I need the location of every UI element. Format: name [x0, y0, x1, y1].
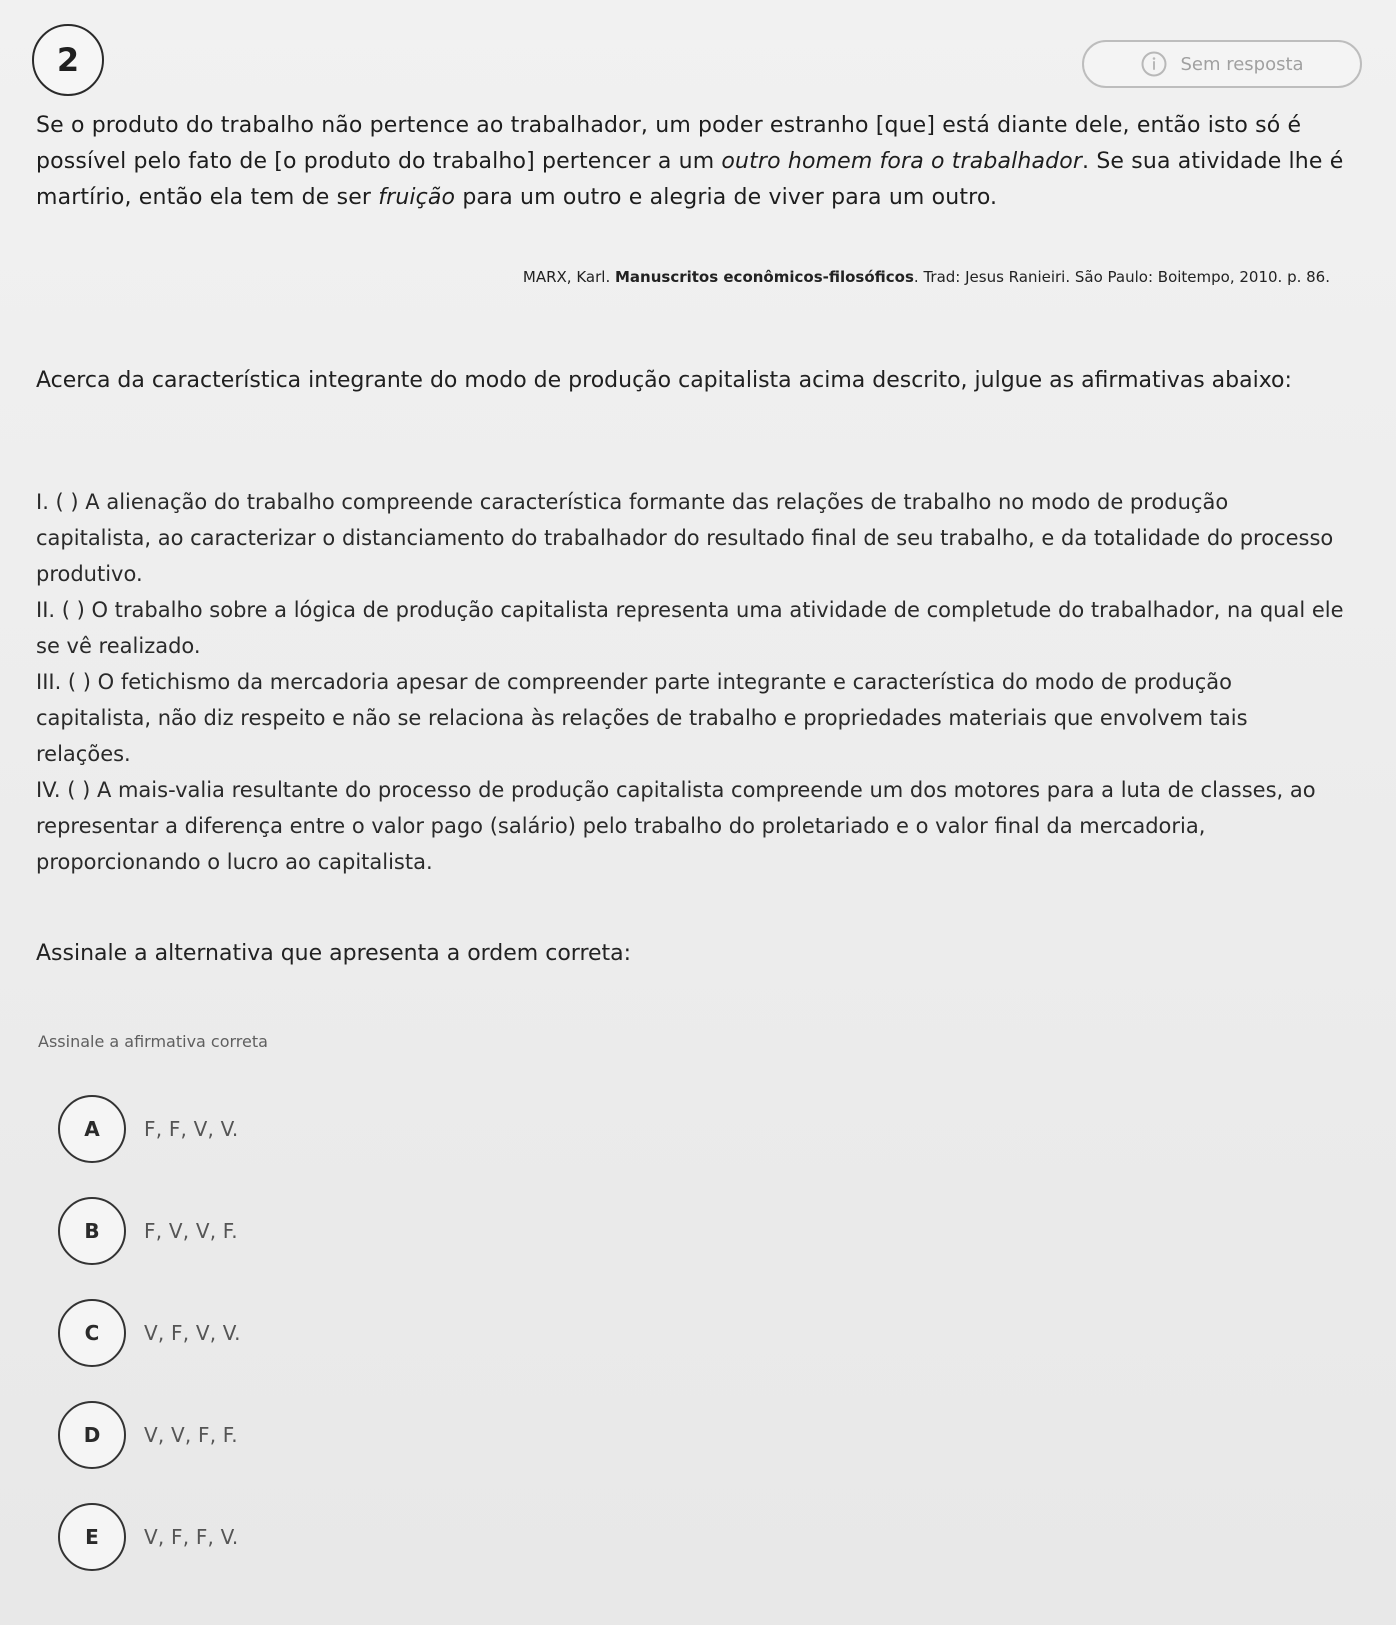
question-number-badge	[32, 24, 104, 96]
statement-i: I. ( ) A alienação do trabalho compreende característica formante das relações de trabalho no modo de produção capitalista, ao caracterizar o distanciamento do trabalhador do resultado final de seu trabalho, e da totalidade do processo produtivo.	[36, 490, 1334, 586]
statement-list	[36, 484, 1348, 880]
option-c-text: V, F, V, V.	[144, 1321, 241, 1345]
option-b-radio[interactable]	[58, 1197, 126, 1265]
option-d-text: V, V, F, F.	[144, 1423, 238, 1447]
option-c-letter: C	[84, 1321, 100, 1345]
question-number: 2	[56, 41, 80, 79]
passage-italic-1: outro homem fora o trabalhador	[721, 149, 1083, 174]
option-b-letter: B	[84, 1219, 100, 1243]
option-d-letter: D	[83, 1423, 101, 1447]
option-a-radio[interactable]	[58, 1095, 126, 1163]
statement-iii: III. ( ) O fetichismo da mercadoria apesar de compreender parte integrante e característica do modo de produção capitalista, não diz respeito e não se relaciona às relações de trabalho e propriedades materiais que envolvem tais relações.	[36, 670, 1248, 766]
info-circle-icon	[1140, 50, 1168, 78]
option-b-text: F, V, V, F.	[144, 1219, 238, 1243]
passage-text-3: para um outro e alegria de viver para um outro.	[455, 185, 998, 210]
statement-ii: II. ( ) O trabalho sobre a lógica de produção capitalista representa uma atividade de completude do trabalhador, na qual ele se vê realizado.	[36, 598, 1344, 658]
citation-prefix: MARX, Karl.	[522, 268, 615, 286]
answer-heading: Assinale a afirmativa correta	[38, 1032, 268, 1051]
question-prompt: Acerca da característica integrante do modo de produção capitalista acima descrito, julgue as afirmativas abaixo:	[36, 368, 1292, 393]
option-b[interactable]	[58, 1195, 478, 1267]
option-e-letter: E	[85, 1525, 99, 1549]
answer-instruction: Assinale a alternativa que apresenta a ordem correta:	[36, 941, 632, 966]
statement-iv: IV. ( ) A mais-valia resultante do processo de produção capitalista compreende um dos motores para a luta de classes, ao representar a diferença entre o valor pago (salário) pelo trabalho do proletariado e o valor final da mercadoria, proporcionando o lucro ao capitalista.	[36, 778, 1316, 874]
option-d[interactable]	[58, 1399, 478, 1471]
option-e[interactable]	[58, 1501, 478, 1573]
passage-text-2: . Se sua atividade lhe é martírio, então ela tem de ser	[36, 149, 1344, 210]
passage-italic-2: fruição	[378, 185, 456, 210]
option-e-text: V, F, F, V.	[144, 1525, 239, 1549]
option-c-radio[interactable]	[58, 1299, 126, 1367]
answer-status-text: Sem resposta	[1180, 53, 1304, 75]
passage-text-1: Se o produto do trabalho não pertence ao trabalhador, um poder estranho [que] está diante dele, então isto só é possível pelo fato de [o produto do trabalho] pertencer a um	[36, 113, 1302, 174]
citation-title: Manuscritos econômicos-filosóficos	[614, 268, 914, 286]
option-a-letter: A	[84, 1117, 100, 1141]
option-d-radio[interactable]	[58, 1401, 126, 1469]
answer-status-badge	[1082, 40, 1362, 88]
question-passage	[36, 108, 1348, 216]
option-a-text: F, F, V, V.	[144, 1117, 239, 1141]
citation-suffix: . Trad: Jesus Ranieiri. São Paulo: Boitempo, 2010. p. 86.	[913, 268, 1330, 286]
source-citation	[330, 266, 1330, 288]
option-e-radio[interactable]	[58, 1503, 126, 1571]
option-a[interactable]	[58, 1093, 478, 1165]
option-c[interactable]	[58, 1297, 478, 1369]
